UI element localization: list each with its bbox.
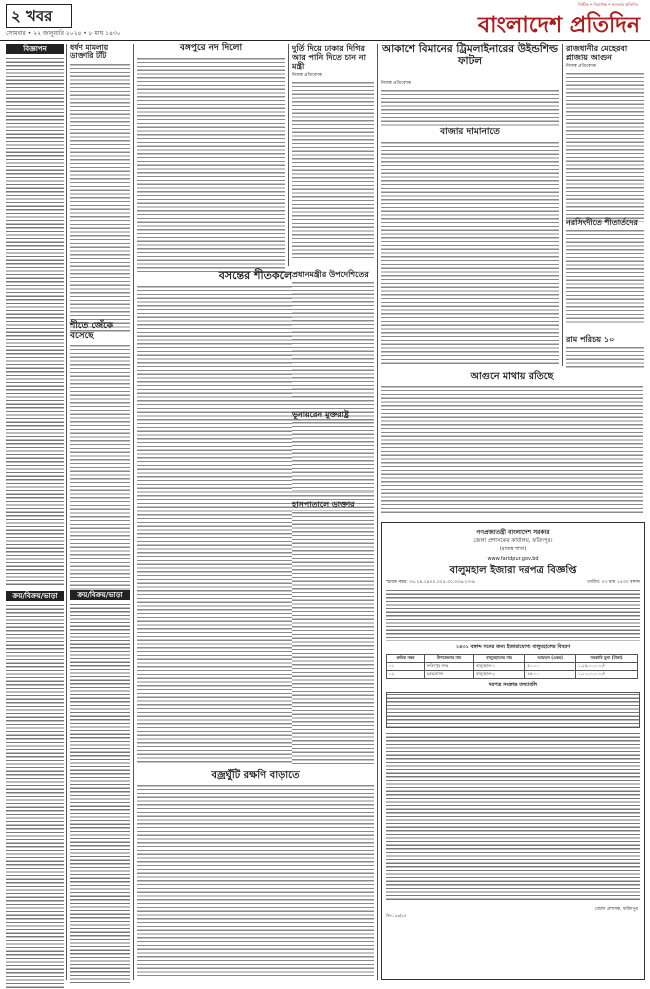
table-header: বালুমহালের নাম [474,655,525,663]
article-body [566,72,644,222]
article-body [70,344,130,594]
table-cell: ০২ [387,671,425,679]
article-body [381,141,559,366]
article-a1 [70,44,130,333]
headline: বাজার দামানাতে [440,127,500,137]
table-cell: ১,২৫,০০,০০০/- [576,663,638,671]
classified-text [6,57,64,587]
page-header [0,0,650,41]
article-body [137,57,285,275]
article-body [566,229,644,324]
column-divider [288,44,289,266]
brand-tagline: নির্ভীক • নিরপেক্ষ • জনতার প্রতিদিন [578,2,638,7]
headline: আকাশে বিমানের ট্রিমলাইনারের উইন্ডশিল্ড ফাটল [382,43,558,67]
headline: বসন্তের শীতকলে [218,269,293,282]
classified-heading: ক্রয়/বিক্রয়/ভাড়া [6,591,64,601]
tender-title: বালুমহাল ইজারা দরপত্র বিজ্ঞপ্তি [449,565,577,576]
article-a8 [292,270,374,401]
memo-number: স্মারক নম্বর: ০৫.২৯.২৯০০.০০৫.৩০.০০৬.২৩-৯ [386,580,475,585]
article-a15 [137,770,374,976]
article-body [381,89,559,127]
article-a3 [137,44,285,275]
column-divider [377,44,378,980]
article-body [381,385,643,515]
article-a13 [292,500,374,766]
headline: রাম পরিচয় ১০ [566,334,615,344]
table-cell: ফরিদপুর সদর [425,663,474,671]
tender-notice [381,522,645,980]
table-cell: চরভদ্রাসন [425,671,474,679]
classified-block-2 [70,590,130,983]
page-number: ২ খবর [6,4,72,28]
conditions-text [386,732,640,902]
article-body [292,421,374,491]
org-line-2: জেলা প্রশাসকের কার্যালয়, ফরিদপুর। [473,538,553,544]
table-header-row [387,655,638,663]
article-a4 [292,44,374,259]
table-cell: ০১ [387,663,425,671]
headline: নরসিংদীতে শীতার্তদের [566,217,638,227]
column-divider [133,44,134,980]
article-a14 [381,372,643,515]
table-header: ক্রমিক নম্বর [387,655,425,663]
headline: রাজধানীর মেহেরবা প্লাজায় আগুন [566,43,628,62]
article-a5-body [381,80,559,127]
table-cell: ১,১০,০০,০০০/- [576,671,638,679]
headline: বজ্রঘুঁটি রক্ষণি বাড়াতে [211,770,300,781]
table-row [387,663,638,671]
article-a2 [70,322,130,594]
website: www.faridpur.gov.bd [487,556,539,562]
headline: প্রধানমন্ত্রীর উপদেশিতের [292,269,369,279]
table-cell: বালুমহাল-১ [474,663,525,671]
section-title: বিজ্ঞাপন [6,44,64,54]
article-a9 [566,218,644,324]
article-body [292,281,374,401]
signature: জেলা প্রশাসক, ফরিদপুর [594,907,638,912]
headline: ধর্ষণ মামলায় ডাক্তারি টাঁট [70,43,109,61]
column-divider [66,44,67,980]
article-a10 [566,335,644,370]
org-line-3: (রাজস্ব শাখা) [499,546,527,552]
table-header: উপজেলার নাম [425,655,474,663]
schedule-table [386,692,640,728]
headline: হাসপাতালে ডাক্তার [292,499,355,509]
byline: নিজস্ব প্রতিবেদক [381,81,412,86]
column-divider [562,44,563,366]
article-body [137,784,374,976]
table-cell: ৪৫.০০ [525,671,576,679]
footer-code: জি-১২৩/২৪ [386,913,407,918]
headline: শীতে জেঁকে বসেছে [70,321,114,341]
table-title: ১৪৩১ বঙ্গাব্দ সনের জন্য ইজারাযোগ্য বালুমহালের বিবরণ [455,644,571,650]
article-a6 [566,44,644,222]
tender-table [386,654,638,679]
left-column [6,44,64,980]
table-row [387,671,638,679]
table-cell: ৫০.০০ [525,663,576,671]
article-a7 [381,128,559,366]
article-body [292,81,374,259]
article-body [566,346,644,370]
headline: বঙ্গপুরে নদ দিলো [179,43,243,53]
byline: নিজস্ব প্রতিবেদক [566,63,597,69]
article-a5 [381,44,559,67]
table-header: সরকারি মূল্য (টাকা) [576,655,638,663]
headline: ভূনায়রেন মুক্তরাষ্ট্র [292,409,349,419]
headline: আগুনে মাথায় রতিছে [470,371,554,382]
memo-date: তারিখ: ০৩ মাঘ ১৪৩০ বঙ্গাব্দ [587,580,640,585]
byline: নিজস্ব প্রতিবেদক [292,73,323,79]
classified-text-2 [6,604,64,989]
article-body [292,511,374,766]
classified-heading: ক্রয়/বিক্রয়/ভাড়া [70,590,130,600]
tender-intro-text [386,589,640,641]
headline: দুর্তি দিয়ে ঢাকার দিগির আর পানি দিতে চান না মন্ত্রী [292,43,366,71]
table-cell: বালুমহাল-২ [474,671,525,679]
dateline: সোমবার • ২২ জানুয়ারি ২০২৪ • ৮ মাঘ ১৪৩০ [6,30,121,37]
article-body [70,63,130,333]
schedule-title: দরপত্র সংক্রান্ত তথ্যাবলি [488,682,538,688]
classified-text [70,603,130,983]
newspaper-logo: বাংলাদেশ প্রতিদিন [477,12,640,38]
org-line-1: গণপ্রজাতন্ত্রী বাংলাদেশ সরকার [476,529,550,536]
table-header: আয়তন (একর) [525,655,576,663]
article-a12 [292,410,374,491]
